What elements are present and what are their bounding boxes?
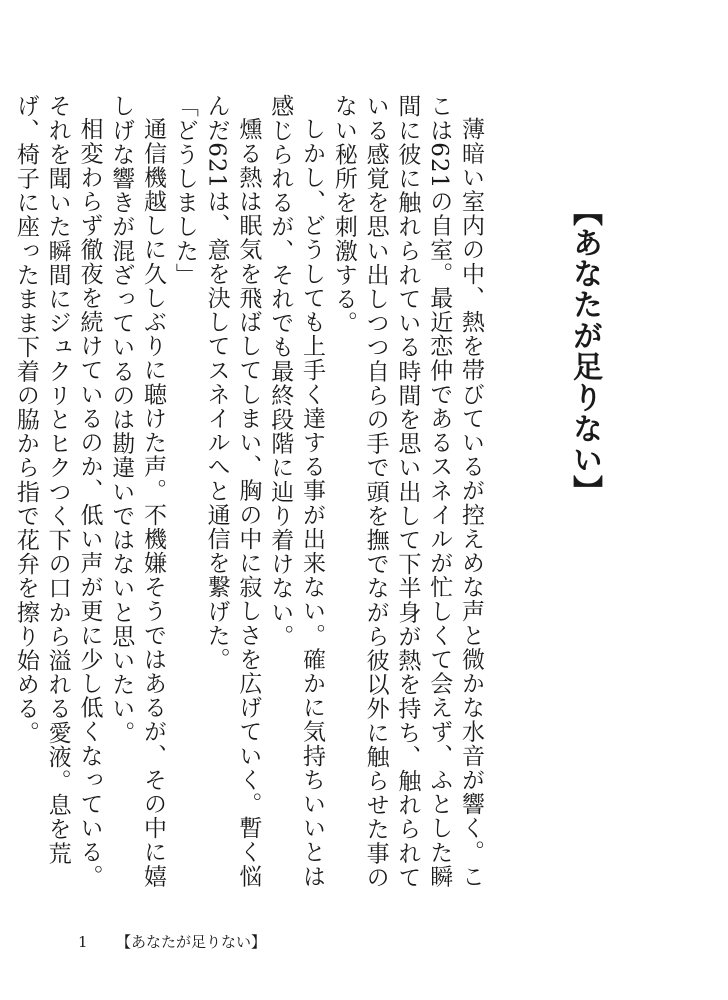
body-text [12, 94, 486, 894]
dialogue-line: 「どうしました」 [171, 94, 198, 287]
paragraph: 燻る熱は眠気を飛ばしてしまい、胸の中に寂しさを広げていく。暫く悩んだ621は、意を決してスネイルへと通信を繋げた。 [203, 94, 262, 889]
paragraph: 薄暗い室内の中、熱を帯びているが控えめな声と微かな水音が響く。ここは621の自室。最近恋仲であるスネイルが忙しくて会えず、ふとした瞬間に彼に触れられている時間を思い出して下半身が熱を持ち、触れられている感覚を思い出しつつ自らの手で頭を撫でながら彼以外に触らせた事のない秘所を刺激する。 [330, 94, 484, 890]
page-footer [78, 930, 266, 954]
page-title: 【あなたが足りない】 [567, 196, 602, 506]
page-number: 1 [78, 933, 88, 951]
paragraph: しかし、どうしても上手く達する事が出来ない。確かに気持ちいいとは感じられるが、それでも最終段階に辿り着けない。 [267, 94, 326, 889]
running-title: 【あなたが足りない】 [116, 933, 267, 951]
paragraph: 通信機越しに久しぶりに聴けた声。不機嫌そうではあるが、その中に嬉しげな響きが混ざっているのは勘違いではないと思いたい。 [108, 94, 167, 889]
paragraph: 相変わらず徹夜を続けているのか、低い声が更に少し低くなっている。それを聞いた瞬間にジュクリとヒクつく下の口から溢れる愛液。息を荒げ、椅子に座ったまま下着の脇から指で花弁を擦り始める。 [12, 94, 103, 889]
